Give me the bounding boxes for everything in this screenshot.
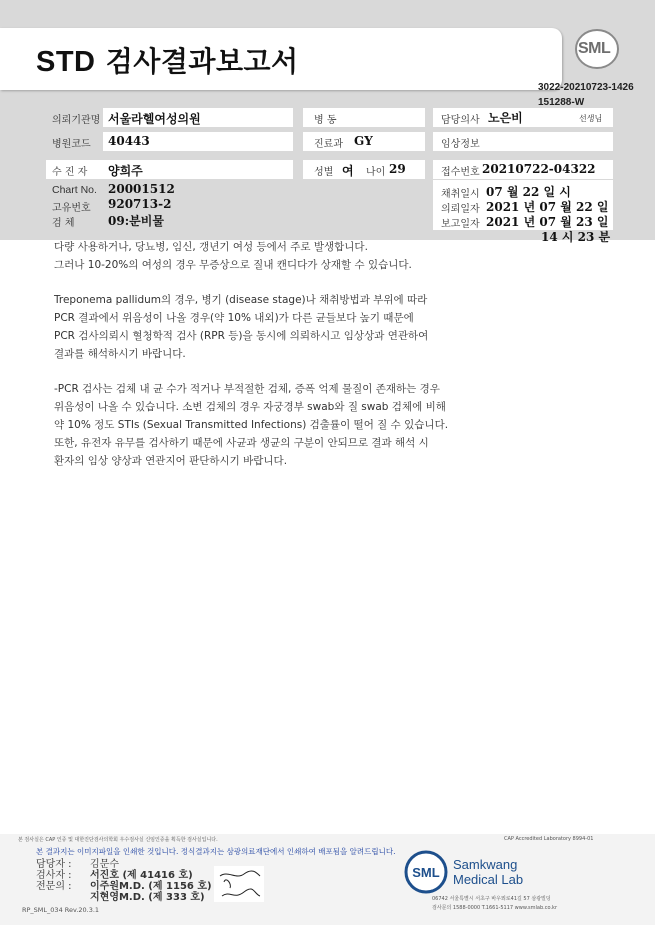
note-line: 환자의 임상 양상과 연관지어 판단하시기 바랍니다. [54,455,288,467]
report-id-line-1: 3022-20210723-1426 [538,82,634,93]
clinical-label: 임상정보 [441,139,480,150]
manager-name: 김문수 [90,859,119,870]
note-line: 또한, 유전자 유무를 검사하기 때문에 사균과 생균의 구분이 안되므로 결과 해석 시 [54,437,429,449]
lab-address: 06742 서울특별시 서초구 바우뫼로41길 57 삼광빌딩 [432,896,551,902]
note-line: 그러나 10-20%의 여성의 경우 무증상으로 질내 캔디다가 상재할 수 있습니다. [54,259,412,271]
doctor-suffix: 선생님 [579,114,603,123]
department-value: GY [354,134,373,148]
institution-value: 서울라헬여성의원 [108,112,201,126]
doctor-value: 노은비 [488,111,523,125]
collect-value: 07 월 22 일 시 [486,185,571,199]
lab-name-line-2: Medical Lab [453,872,524,887]
report-value: 2021 년 07 월 23 일 [486,215,609,229]
age-value: 29 [389,162,406,176]
specialist-1: 이주원M.D. (제 1156 호) [90,881,212,892]
header-logo-text: SML [578,40,611,57]
note-line: PCR 결과에서 위음성이 나올 경우(약 10% 내외)가 다른 균들보다 높기 때문에 [54,312,414,324]
sml-footer-logo-icon [404,850,448,894]
report-id-line-2: 151288-W [538,97,585,108]
document-title [36,40,299,80]
note-line: 결과를 해석하시기 바랍니다. [54,348,186,360]
collect-label: 채취일시 [441,189,480,200]
sex-value: 여 [342,164,354,178]
signature-image [214,866,264,902]
note-line: 위음성이 나올 수 있습니다. 소변 검체의 경우 자궁경부 swab와 질 swab 검체에 비해 [54,401,446,413]
note-paragraph-3 [54,380,514,470]
footer-notice: 본 결과지는 이미지파일을 인쇄한 것입니다. 정식결과지는 삼광의료재단에서 인쇄하여 배포됨을 알려드립니다. [36,847,396,856]
lab-contact: 검사문의 1588-0000 T.1661-5117 www.smlab.co.kr [432,905,557,911]
hospital-code-value: 40443 [108,134,150,148]
note-line: 다량 사용하거나, 당뇨병, 임신, 갱년기 여성 등에서 주로 발생합니다. [54,241,368,253]
note-line: 약 10% 정도 STIs (Sexual Transmitted Infections) 검출률이 떨어 질 수 있습니다. [54,419,449,431]
receipt-value: 20210722-04322 [482,162,596,176]
request-label: 의뢰일자 [441,204,480,215]
accreditation-text: 본 검사실은 CAP 인증 및 대한진단검사의학회 우수검사실 신임인증을 획득한 검사실입니다. [18,837,218,843]
examinee-value: 양희주 [108,164,143,178]
note-paragraph-1 [54,238,514,274]
examiner-name: 서진호 (제 41416 호) [90,870,193,881]
age-label: 나이 [366,167,386,178]
report-label: 보고일자 [441,219,480,230]
specimen-label: 검 체 [52,218,75,229]
lab-name-line-1: Samkwang [453,857,518,872]
chart-label: Chart No. [52,184,97,196]
note-line: Treponema pallidum의 경우, 병기 (disease stage)나 채취방법과 부위에 따라 [54,294,428,306]
institution-label: 의뢰기관명 [52,115,101,126]
unique-label: 고유번호 [52,203,91,214]
examiner-label: 검사자 : [36,870,72,881]
cap-text: CAP Accredited Laboratory 8994-01 [504,836,594,842]
title-rest: 검사결과보고서 [105,45,299,78]
department-label: 진료과 [314,139,343,150]
doctor-label: 담당의사 [441,115,480,126]
title-std: STD [36,46,96,78]
receipt-label: 접수번호 [441,167,480,178]
report-notes [54,238,514,487]
svg-text:SML: SML [412,865,440,880]
specimen-value: 09:분비물 [108,214,164,228]
note-line: -PCR 검사는 검체 내 균 수가 적거나 부적절한 검체, 증폭 억제 물질이 존재하는 경우 [54,383,440,395]
specialist-label: 전문의 : [36,881,72,892]
hospital-code-label: 병원코드 [52,139,91,150]
request-value: 2021 년 07 월 22 일 [486,200,609,214]
note-paragraph-2 [54,291,514,363]
form-code: RP_SML_034 Rev.20.3.1 [22,906,100,914]
note-line: PCR 검사의뢰시 혈청학적 검사 (RPR 등)을 동시에 의뢰하시고 임상상과 연관하여 [54,330,429,342]
examinee-label: 수 진 자 [52,167,88,178]
manager-label: 담당자 : [36,859,72,870]
ward-label: 병 동 [314,115,337,126]
specialist-2: 지현영M.D. (제 333 호) [90,892,205,903]
unique-value: 920713-2 [108,197,172,211]
chart-value: 20001512 [108,182,175,196]
sex-label: 성별 [314,167,334,178]
report-time: 14 시 23 분 [541,230,611,244]
